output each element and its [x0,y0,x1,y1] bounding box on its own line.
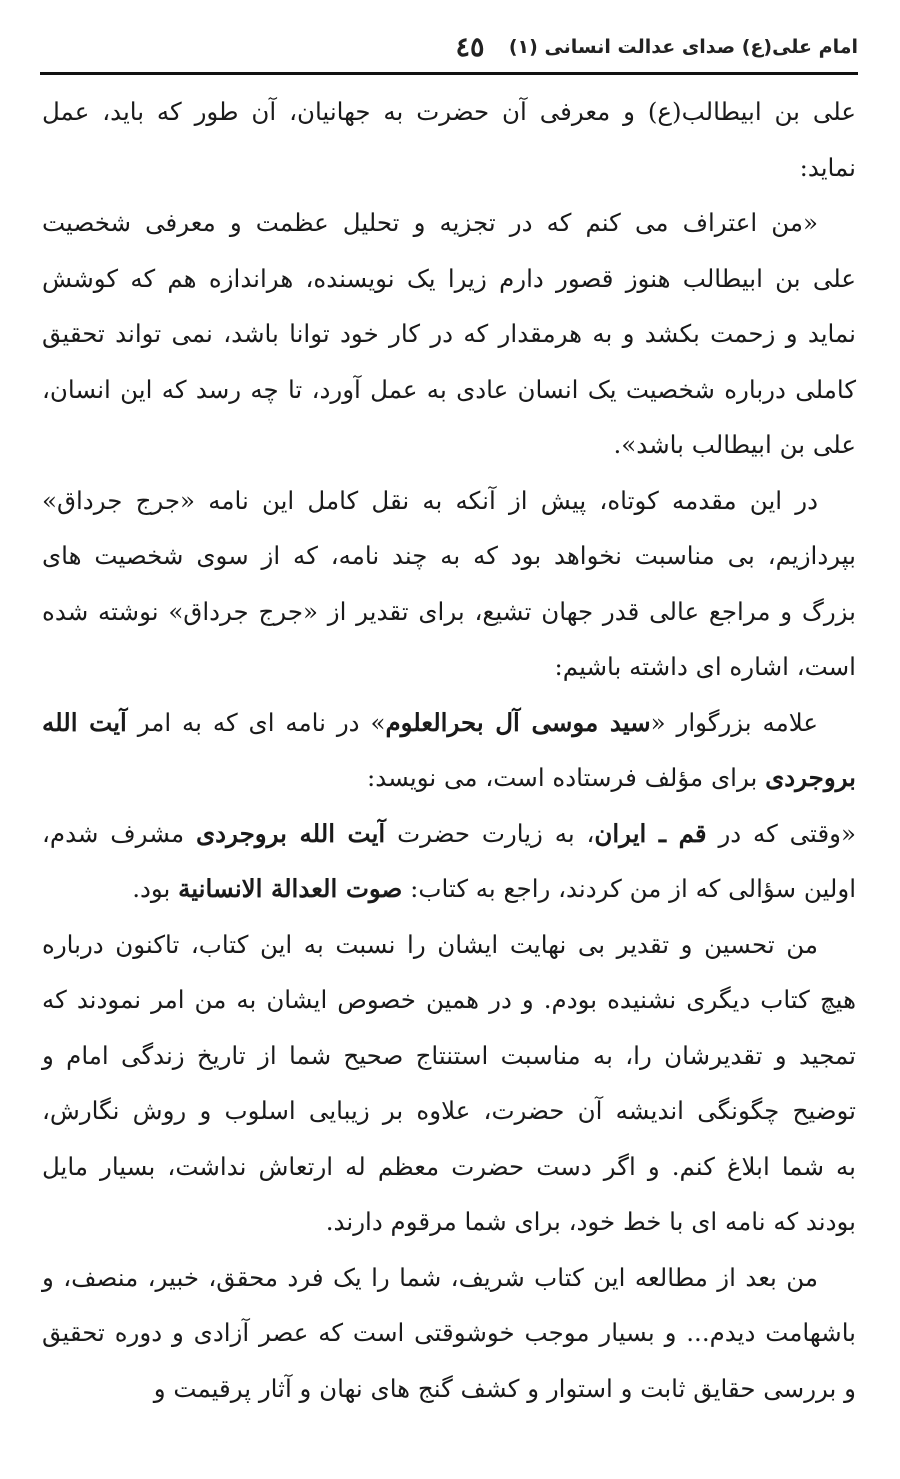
text-line [42,417,856,473]
bold-text: صوت العدالة الانسانیة [178,874,403,903]
text-run: علی بن ابیطالب(ع) و معرفی آن حضرت به جهانیان، آن طور که باید، عمل [42,97,856,126]
text-run: «وقتی که در [706,818,856,848]
text-run: است، اشاره ای داشته باشیم: [554,652,856,681]
text-run: و بررسی حقایق ثابت و استوار و کشف گنج های نهان و آثار پرقیمت و [153,1373,856,1403]
bold-text: بروجردی [765,763,856,792]
text-run: مشرف شدم، [42,818,196,848]
bold-text: سید موسی آل بحرالعلوم [385,707,651,737]
text-line [42,750,856,806]
text-run: در این مقدمه کوتاه، پیش از آنکه به نقل کامل این نامه «جرج جرداق» [42,485,818,515]
text-line [42,1083,856,1139]
page-header [40,30,858,70]
text-line [42,362,856,418]
text-line [42,1361,856,1417]
paragraph [42,84,856,195]
text-line [42,972,856,1028]
text-line [42,84,856,140]
text-line [42,584,856,640]
body-text [42,84,856,1416]
text-line [42,306,856,362]
text-line [42,1305,856,1361]
text-line [42,806,856,862]
text-line [42,140,856,196]
bold-text: آیت الله بروجردی [196,818,386,848]
text-run: علی بن ابیطالب باشد». [613,430,856,459]
text-line [42,917,856,973]
text-line [42,695,856,751]
paragraph [42,695,856,806]
text-run: کاملی درباره شخصیت یک انسان عادی به عمل آورد، تا چه رسد که این انسان، [42,374,856,404]
running-title: امام علی(ع) صدای عدالت انسانی (۱) [508,36,858,58]
paragraph [42,195,856,473]
text-run: باشهامت دیدم... و بسیار موجب خوشوقتی است که عصر آزادی و دوره تحقیق [42,1318,856,1347]
bold-text: قم ـ ایران [594,818,707,848]
paragraph [42,473,856,695]
text-run: تمجید و تقدیرشان را، به مناسبت استنتاج صحیح شما از تاریخ زندگی امام و [42,1040,856,1070]
text-run: توضیح چگونگی اندیشه آن حضرت، علاوه بر زیبایی اسلوب و روش نگارش، [42,1096,856,1125]
text-run: برای مؤلف فرستاده است، می نویسد: [366,763,766,792]
paragraph [42,917,856,1250]
header-divider [40,72,858,75]
text-line [42,1194,856,1250]
text-run: بزرگ و مراجع عالی قدر جهان تشیع، برای تقدیر از «جرج جرداق» نوشته شده [42,596,856,626]
text-line [42,195,856,251]
text-run: علی بن ابیطالب هنوز قصور دارم زیرا یک نویسنده، هراندازه هم که کوشش [42,263,856,293]
text-run: بپردازیم، بی مناسبت نخواهد بود که به چند نامه، که از سوی شخصیت های [42,541,856,570]
text-run: علامه بزرگوار « [650,707,818,737]
paragraph [42,806,856,917]
text-line [42,1139,856,1195]
text-run: من بعد از مطالعه این کتاب شریف، شما را یک فرد محقق، خبیر، منصف، و [42,1262,818,1292]
text-run: به شما ابلاغ کنم. و اگر دست حضرت معظم له ارتعاش نداشت، بسیار مایل [42,1151,856,1181]
text-run: بود. [132,874,179,903]
text-run: هیچ کتاب دیگری نشنیده بودم. و در همین خصوص ایشان به من امر نمودند که [42,985,856,1014]
text-line [42,861,856,917]
page-number: ٤٥ [455,32,485,63]
text-run: «من اعتراف می کنم که در تجزیه و تحلیل عظمت و معرفی شخصیت [42,208,818,237]
text-line [42,473,856,529]
text-run: نماید و زحمت بکشد و به هرمقدار که در کار خود توانا باشد، نمی تواند تحقیق [42,319,856,348]
text-line [42,1250,856,1306]
text-run: نماید: [799,152,856,182]
text-run: » در نامه ای که به امر [126,707,386,737]
text-line [42,639,856,695]
text-line [42,1028,856,1084]
text-run: بودند که نامه ای با خط خود، برای شما مرقوم دارند. [325,1207,856,1236]
text-run: ، به زیارت حضرت [385,818,595,848]
bold-text: آیت الله [42,707,127,737]
text-line [42,528,856,584]
text-run: اولین سؤالی که از من کردند، راجع به کتاب: [402,874,856,903]
text-run: من تحسین و تقدیر بی نهایت ایشان را نسبت به این کتاب، تاکنون درباره [42,929,818,959]
text-line [42,251,856,307]
paragraph [42,1250,856,1417]
